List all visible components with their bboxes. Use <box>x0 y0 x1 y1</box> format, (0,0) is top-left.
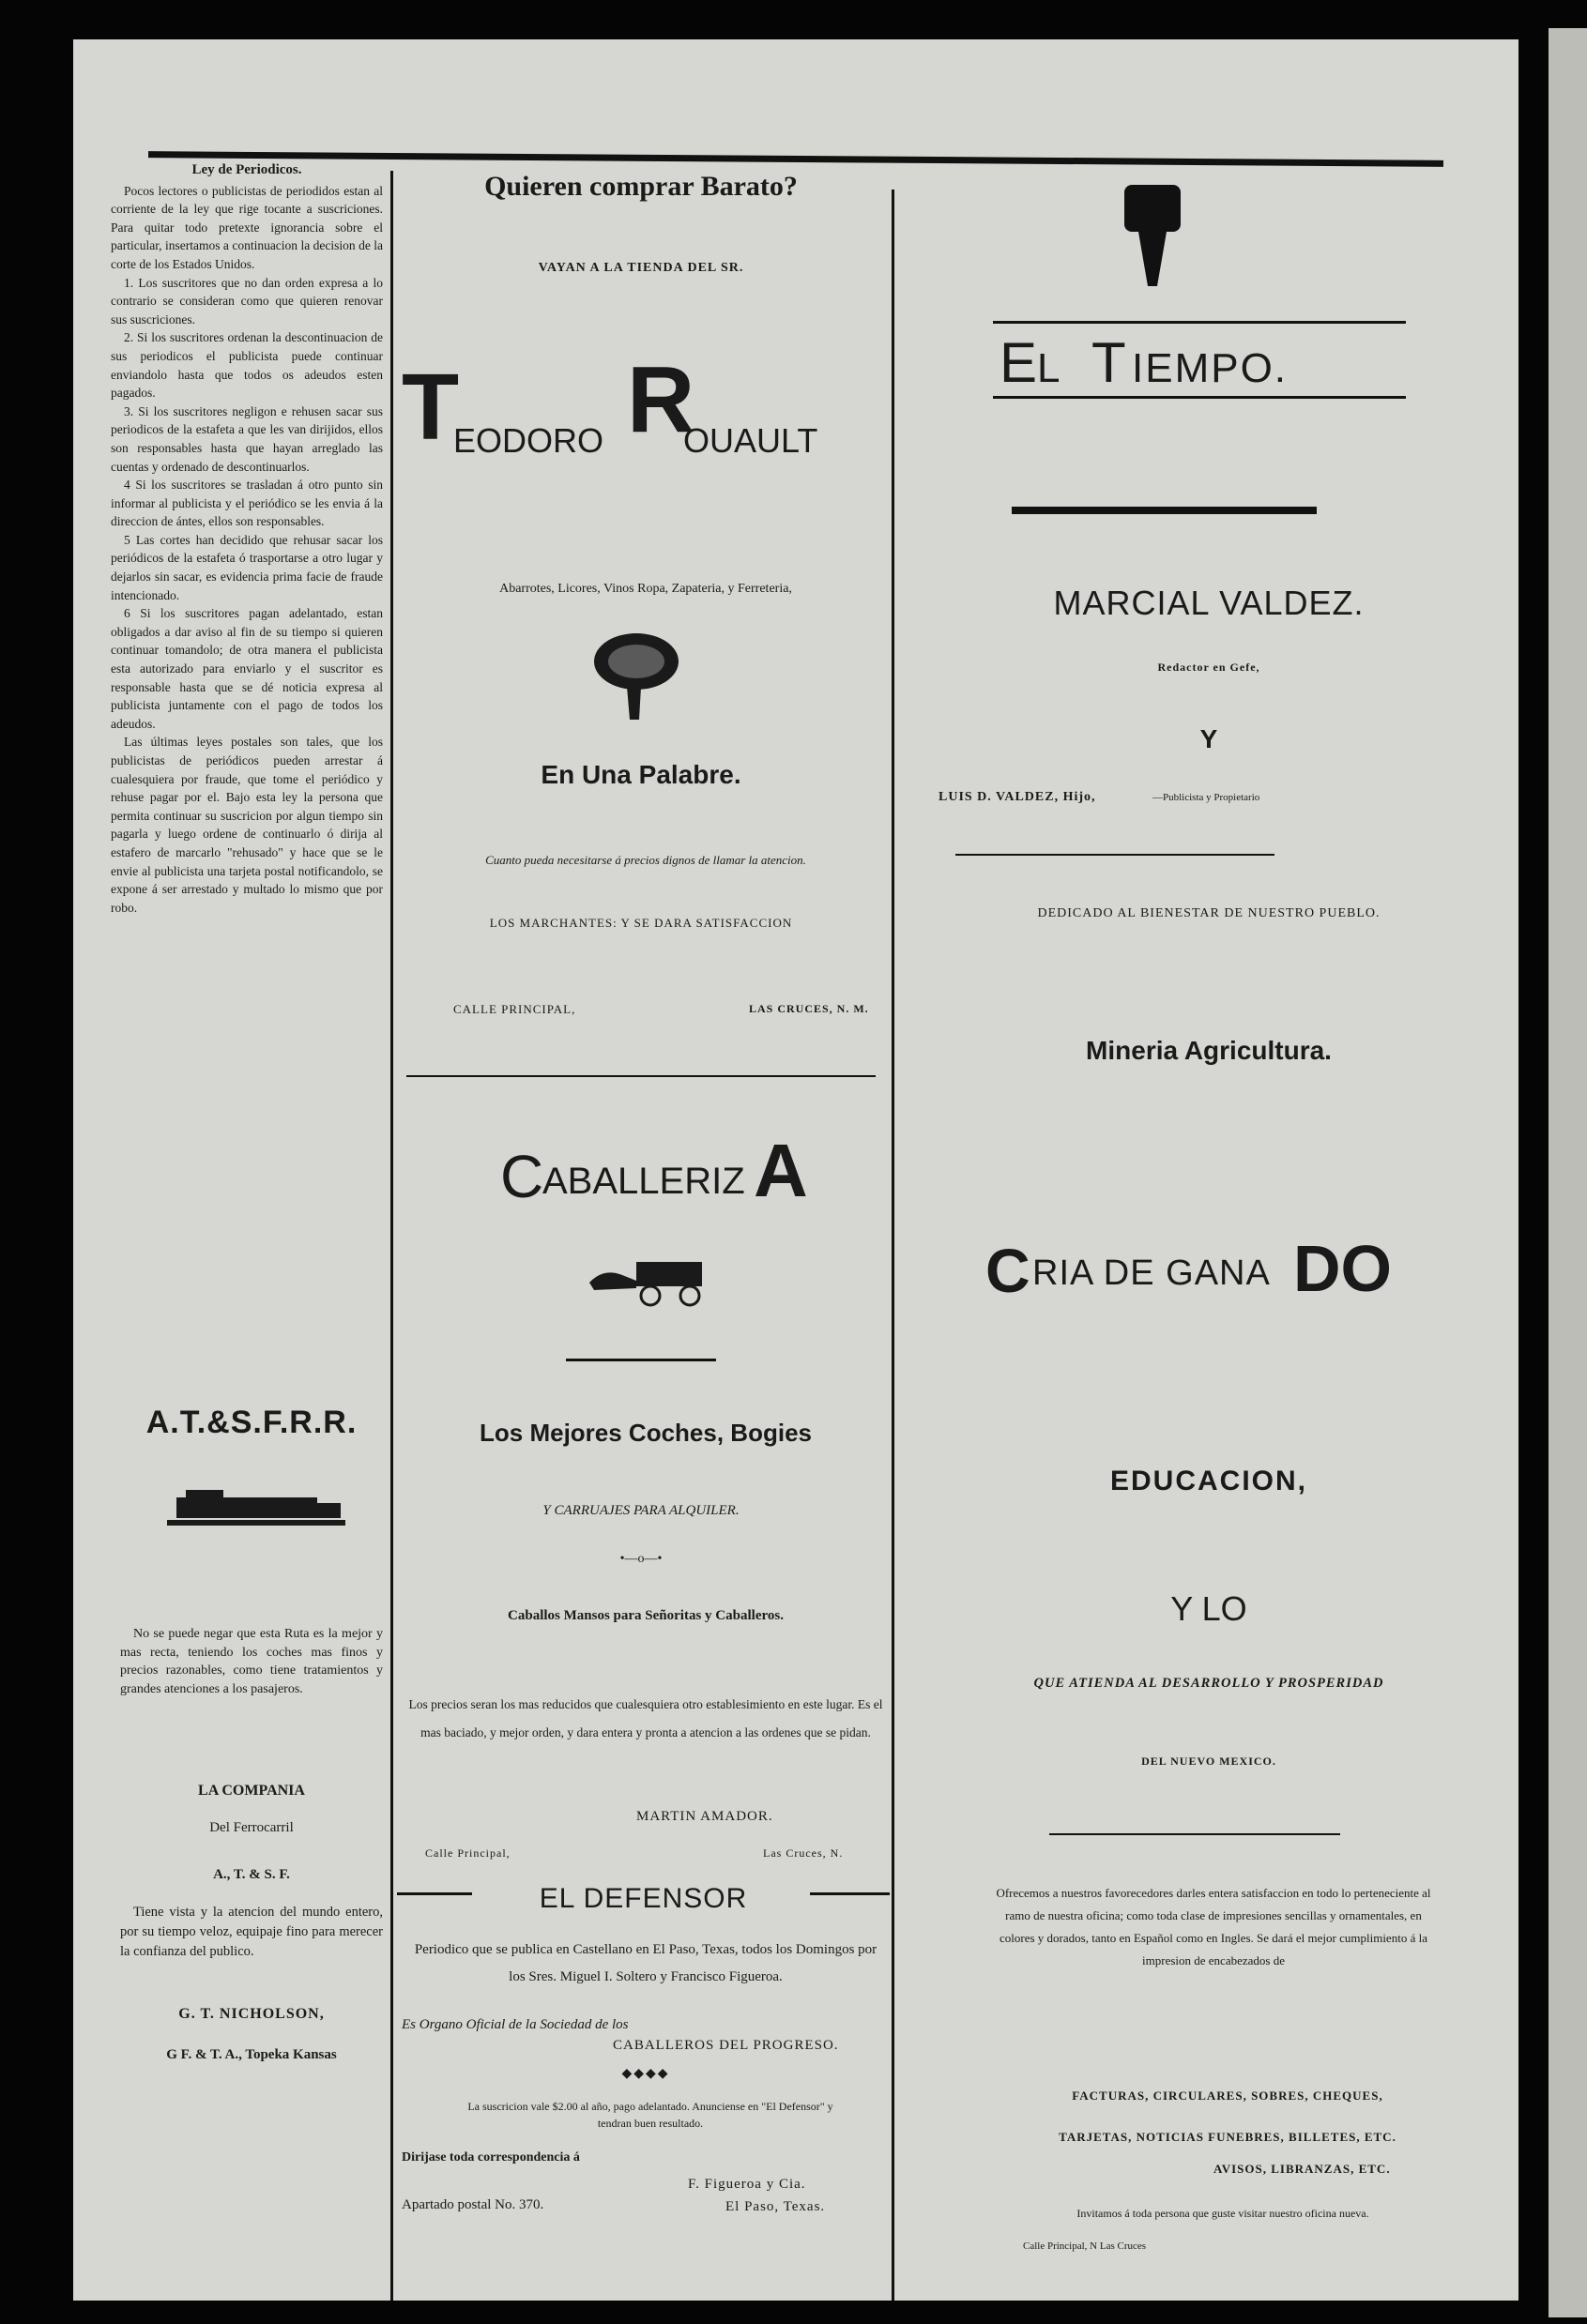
column-one <box>111 161 383 917</box>
development-line: QUE ATIENDA AL DESARROLLO Y PROSPERIDAD <box>1033 1676 1384 1691</box>
dedicated-line: DEDICADO AL BIENESTAR DE NUESTRO PUEBLO. <box>1037 906 1381 920</box>
law-item-7: Las últimas leyes postales son tales, que los publicistas de periódicos pueden arrestar á cualesquiera por fraude, que tome el periódico y rehuse pagar por el. Bajo esta ley la persona que permita continuar su suscricion por algun tiempo sin pagarla y luego ordene de continuarlo ó dirija al estafero de marcarlo "rehusado" y hace que se le envie al publicista una tarjeta postal notificandolo, se expone á ser arrestado y multado lo mismo que por robo. <box>111 735 383 915</box>
train-icon <box>167 1484 345 1531</box>
company-abbr: A., T. & S. F. <box>213 1867 290 1882</box>
merchant-last: OUAULT <box>683 421 818 460</box>
store-street: CALLE PRINCIPAL, <box>453 1002 576 1016</box>
company-sub: Del Ferrocarril <box>209 1820 294 1835</box>
and-letter: Y <box>1199 724 1218 753</box>
masthead-under-rule <box>1012 507 1317 514</box>
pointing-hand-icon <box>1120 185 1185 288</box>
defensor-text-3: La suscricion vale $2.00 al año, pago adelantado. Anunciense en "El Defensor" y tendran buen resultado. <box>467 2100 833 2130</box>
stable-initial-c: C <box>500 1143 544 1210</box>
cattle-initial-do: DO <box>1293 1232 1392 1305</box>
stable-rent: Y CARRUAJES PARA ALQUILER. <box>542 1503 740 1518</box>
merchant-initial-t: T <box>402 355 460 460</box>
topics-line: Mineria Agricultura. <box>1086 1036 1332 1065</box>
law-item-1: 1. Los suscritores que no dan orden expresa a lo contrario se consideran como que quieren renovar sus suscriciones. <box>111 275 383 327</box>
new-mexico-line: DEL NUEVO MEXICO. <box>1141 1754 1276 1768</box>
railroad-text: No se puede negar que esta Ruta es la mejor y mas recta, teniendo los coches mas finos y precios razonables, como tiene tratamientos y grandes atenciones a los pasajeros. <box>120 1627 383 1696</box>
print-list-1: FACTURAS, CIRCULARES, SOBRES, CHEQUES, <box>1072 2089 1383 2103</box>
column-rule-1 <box>390 171 393 2301</box>
store-bottom-rule <box>406 1075 876 1077</box>
merchant-first: EODORO <box>453 421 604 460</box>
merchant-initial-r: R <box>627 347 695 452</box>
store-line-2: LOS MARCHANTES: Y SE DARA SATISFACCION <box>489 916 793 930</box>
masthead-initial-t: T <box>1091 331 1126 394</box>
and-lo-line: Y LO <box>1170 1589 1247 1628</box>
stable-owner: MARTIN AMADOR. <box>636 1809 773 1824</box>
company-name: LA COMPANIA <box>198 1783 305 1799</box>
publisher-role: —Publicista y Propietario <box>1152 792 1260 803</box>
law-intro: Pocos lectores o publicistas de periodidos estan al corriente de la ley que rige tocante a suscriciones. Para quitar todo pretexte ignorancia sobre el particular, insertamos a continuacion la decision de la corte de los Estados Unidos. <box>111 183 383 271</box>
store-slogan: En Una Palabre. <box>541 760 741 789</box>
stable-title <box>397 1129 885 1236</box>
law-item-4: 4 Si los suscritores se trasladan á otro punto sin informar al publicista y el periódico se les envia á la direccion de ántes, ellos son responsables. <box>111 478 383 529</box>
defensor-po-box: Apartado postal No. 370. <box>402 2197 544 2212</box>
column-rule-2 <box>892 190 894 2301</box>
store-sub: VAYAN A LA TIENDA DEL SR. <box>538 261 744 275</box>
publisher-name: LUIS D. VALDEZ, Hijo, <box>938 790 1096 804</box>
stable-initial-a: A <box>754 1129 808 1212</box>
cattle-title <box>927 1231 1490 1315</box>
next-page-edge <box>1549 28 1587 2317</box>
office-address: Calle Principal, N Las Cruces <box>1023 2240 1147 2252</box>
stable-city: Las Cruces, N. <box>763 1846 844 1860</box>
editor-name: MARCIAL VALDEZ. <box>1053 584 1365 622</box>
defensor-text-2a: Es Organo Oficial de la Sociedad de los <box>402 2017 629 2032</box>
merchant-name <box>397 347 894 476</box>
defensor-city: El Paso, Texas. <box>725 2199 826 2214</box>
defensor-company: F. Figueroa y Cia. <box>688 2177 806 2192</box>
editor-role: Redactor en Gefe, <box>1157 661 1260 674</box>
stable-separator: •—o—• <box>619 1552 663 1566</box>
stable-short-rule <box>566 1359 716 1361</box>
agent-title: G F. & T. A., Topeka Kansas <box>166 2047 337 2062</box>
law-item-2: 2. Si los suscritores ordenan la descontinuacion de sus periodicos el publicista puede continuar enviandolo hasta que todos os adeudos esten pagados. <box>111 330 383 401</box>
cattle-initial-c: C <box>985 1236 1030 1305</box>
cattle-mid: RIA DE GANA <box>1032 1253 1271 1293</box>
masthead-bottom-rule <box>993 396 1406 399</box>
stable-street: Calle Principal, <box>425 1846 511 1860</box>
stable-prices: Los precios seran los mas reducidos que cualesquiera otro establesimiento en este lugar. Es el mas baciado, y mejor orden, y dara entera y pronta a atencion a las ordenes que se pidan. <box>408 1697 883 1739</box>
defensor-name: EL DEFENSOR <box>539 1883 748 1914</box>
ornament-icon <box>585 626 688 729</box>
law-item-5: 5 Las cortes han decidido que rehusar sacar los periódicos de la estafeta ó trasportarse a otro lugar y dejarlos sin sacar, es evidencia prima facie de fraude intencionado. <box>111 532 383 602</box>
railroad-title: A.T.&S.F.R.R. <box>145 1405 358 1440</box>
company-text: Tiene vista y la atencion del mundo entero, por su tiempo veloz, equipaje fino para merecer la confianza del publico. <box>120 1905 383 1959</box>
defensor-text-2b: CABALLEROS DEL PROGRESO. <box>613 2038 839 2053</box>
stable-mid: ABALLERIZ <box>542 1161 745 1202</box>
defensor-title <box>397 1883 890 1924</box>
defensor-left-rule <box>397 1892 472 1895</box>
masthead-rest: IEMPO. <box>1132 345 1289 391</box>
store-goods: Abarrotes, Licores, Vinos Ropa, Zapateria, y Ferreteria, <box>499 582 792 596</box>
defensor-ornament: ◆◆◆◆ <box>621 2067 670 2081</box>
newspaper-page <box>73 39 1518 2301</box>
masthead <box>979 321 1420 405</box>
law-title: Ley de Periodicos. <box>191 162 302 177</box>
invite-line: Invitamos á toda persona que guste visitar nuestro oficina nueva. <box>1076 2207 1369 2220</box>
stable-horses: Caballos Mansos para Señoritas y Caballeros. <box>508 1608 784 1623</box>
store-line-1: Cuanto pueda necesitarse á precios dignos de llamar la atencion. <box>485 853 806 867</box>
law-item-6: 6 Si los suscritores pagan adelantado, estan obligados a dar aviso al fin de su tiempo si quieren continuar tomandolo; de otra manera el publicista esta autorizado para enviarlo y el suscritor es responsable hasta que se dé noticia expresa al publicista juntamente con el pago de todos los adeudos. <box>111 606 383 731</box>
carriage-icon <box>585 1254 707 1307</box>
offer-top-rule <box>1049 1833 1340 1835</box>
store-headline: Quieren comprar Barato? <box>484 171 798 202</box>
masthead-initial-e: E <box>1000 331 1038 394</box>
stable-best: Los Mejores Coches, Bogies <box>480 1419 812 1447</box>
law-item-3: 3. Si los suscritores negligon e rehusen sacar sus periodicos de la estafeta a que les van dirijidos, ellos son responsables hasta que hayan arreglado las cuentas y ordenado de descontinuarlos. <box>111 403 383 474</box>
store-city: LAS CRUCES, N. M. <box>749 1002 869 1015</box>
agent-name: G. T. NICHOLSON, <box>178 2006 325 2022</box>
print-list-2: TARJETAS, NOTICIAS FUNEBRES, BILLETES, ETC. <box>1059 2130 1396 2144</box>
masthead-top-rule <box>993 321 1406 324</box>
defensor-text-4: Dirijase toda correspondencia á <box>402 2150 580 2165</box>
offer-text: Ofrecemos a nuestros favorecedores darles entera satisfaccion en todo lo perteneciente al ramo de nuestra oficina; como toda clase de impresiones sencillas y ornamentales, en colores y dorados, tanto en Español como en Ingles. Se dará el mejor cumplimiento á la impresion de encabezados de <box>996 1886 1431 1967</box>
masthead-l: L <box>1037 345 1061 391</box>
defensor-right-rule <box>810 1892 890 1895</box>
education-line: EDUCACION, <box>1109 1466 1307 1496</box>
publisher-rule <box>955 854 1274 856</box>
print-list-3: AVISOS, LIBRANZAS, ETC. <box>1213 2162 1391 2176</box>
defensor-text-1: Periodico que se publica en Castellano en El Paso, Texas, todos los Domingos por los Sres. Miguel I. Soltero y Francisco Figueroa. <box>414 1942 877 1984</box>
